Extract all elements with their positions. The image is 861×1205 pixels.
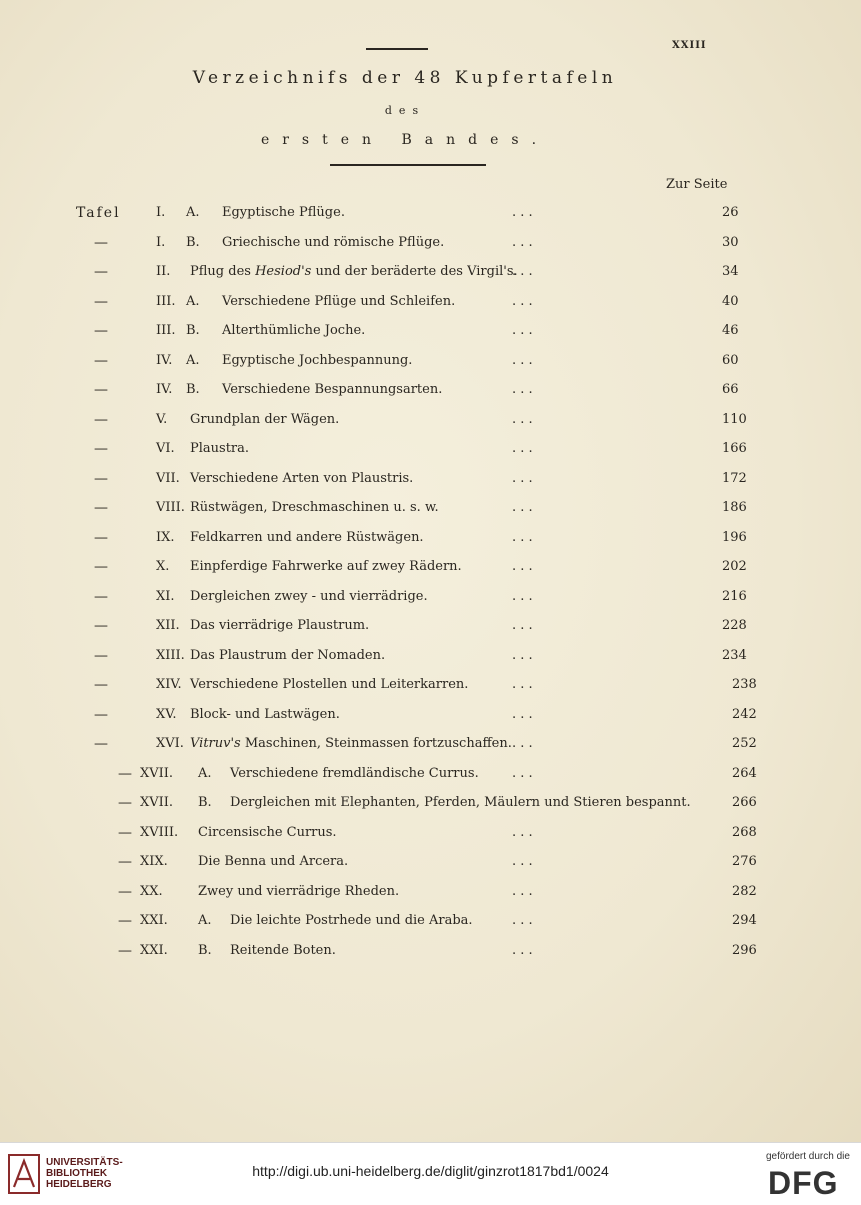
plate-number: XXI. [140, 942, 168, 958]
plate-number: IV. [156, 382, 173, 397]
dfg-logo: DFG [768, 1165, 839, 1201]
plate-entry [0, 884, 861, 904]
plate-entry [0, 205, 861, 225]
plate-entry [0, 471, 861, 491]
ditto-dash: — [94, 382, 108, 398]
leader-dots: . . . [512, 736, 533, 751]
plate-number: VIII. [156, 500, 185, 515]
leader-dots: . . . [512, 647, 533, 663]
plate-entry [0, 825, 861, 845]
page-reference: 30 [722, 234, 739, 250]
plate-entry [0, 323, 861, 343]
plate-number: XVII. [140, 765, 174, 781]
plate-description [222, 382, 442, 397]
ditto-dash: — [94, 706, 108, 723]
plate-description [190, 412, 339, 427]
description-text: Das Plaustrum der Nomaden. [190, 647, 386, 663]
plate-number: XIII. [156, 647, 185, 663]
description-text: Die Benna und Arcera. [198, 854, 349, 869]
ditto-dash: — [118, 824, 132, 841]
leader-dots: . . . [512, 824, 533, 840]
plate-description [190, 589, 428, 604]
plate-entry [0, 677, 861, 697]
page-reference: 268 [732, 824, 757, 840]
description-italic: Hesiod's [255, 264, 312, 279]
page-number: XXIII [672, 40, 707, 51]
description-text: Rüstwägen, Dreschmaschinen u. s. w. [190, 500, 439, 515]
description-italic: Vitruv's [190, 736, 241, 751]
plate-number: XXI. [140, 913, 168, 928]
plate-entry [0, 500, 861, 520]
description-text: Verschiedene Bespannungsarten. [222, 382, 443, 397]
page-reference: 110 [722, 411, 747, 427]
plate-description [190, 648, 385, 663]
top-rule [366, 48, 428, 50]
ditto-dash: — [118, 765, 132, 782]
page-reference: 264 [732, 765, 757, 781]
plate-entry [0, 235, 861, 255]
leader-dots: . . . [512, 352, 533, 368]
leader-dots: . . . [512, 411, 533, 427]
ditto-dash: — [118, 942, 132, 959]
plate-entry [0, 913, 861, 933]
page-reference: 282 [732, 883, 757, 899]
plate-number: III. [156, 323, 176, 338]
page-reference: 60 [722, 352, 739, 368]
ditto-dash: — [94, 470, 108, 487]
plate-description [190, 677, 468, 692]
plate-subletter: A. [186, 352, 200, 368]
leader-dots: . . . [512, 205, 533, 220]
description-text: Verschiedene Arten von Plaustris. [190, 470, 414, 486]
plate-entry [0, 648, 861, 668]
description-text-after: und der beräderte des Virgil's. [311, 264, 518, 279]
description-text: Verschiedene fremdländische Currus. [230, 765, 479, 781]
page-reference: 252 [732, 736, 757, 751]
description-text: Grundplan der Wägen. [190, 411, 340, 427]
ditto-dash: — [94, 234, 108, 251]
page-reference: 276 [732, 854, 757, 869]
plate-description [190, 559, 462, 574]
description-text: Circensische Currus. [198, 824, 337, 840]
plate-description [190, 530, 424, 545]
plate-description [198, 854, 348, 869]
plate-subletter: B. [186, 234, 200, 250]
institution-line: UNIVERSITÄTS- [46, 1157, 123, 1168]
ditto-dash: — [94, 264, 108, 280]
plate-description [190, 471, 413, 486]
title-rule [330, 164, 486, 166]
plate-description [190, 500, 439, 515]
ditto-dash: — [118, 913, 132, 929]
page-reference: 46 [722, 323, 739, 338]
plate-entry [0, 264, 861, 284]
page-title-band: ersten Bandes. [260, 132, 550, 148]
description-text: Plaustra. [190, 441, 250, 456]
plate-entry [0, 707, 861, 727]
institution-line: BIBLIOTHEK [46, 1168, 108, 1179]
ditto-dash: — [94, 323, 108, 339]
leader-dots: . . . [512, 441, 533, 456]
leader-dots: . . . [512, 706, 533, 722]
page-reference: 216 [722, 588, 747, 604]
description-text: Pflug des [190, 264, 256, 279]
plate-entry [0, 530, 861, 550]
plate-number: I. [156, 234, 166, 250]
page-reference: 294 [732, 913, 757, 928]
description-text: Feldkarren und andere Rüstwägen. [190, 529, 424, 545]
leader-dots: . . . [512, 470, 533, 486]
description-text: Egyptische Pflüge. [222, 205, 345, 220]
ditto-dash: — [94, 500, 108, 516]
plate-entry [0, 795, 861, 815]
description-text: Das vierrädrige Plaustrum. [190, 618, 370, 633]
description-text: Zwey und vierrädrige Rheden. [198, 883, 400, 899]
ditto-dash: — [94, 647, 108, 664]
page-title: Verzeichnifs der 48 Kupfertafeln [192, 68, 618, 88]
plate-entry [0, 412, 861, 432]
plate-entry [0, 618, 861, 638]
page-reference: 196 [722, 529, 747, 545]
plate-number: XX. [140, 883, 163, 899]
plate-entry [0, 736, 861, 756]
plate-entry [0, 559, 861, 579]
column-header-page: Zur Seite [666, 177, 728, 192]
institution-line: HEIDELBERG [46, 1179, 112, 1190]
page-reference: 66 [722, 382, 739, 397]
plate-description [190, 707, 340, 722]
plate-description [230, 943, 336, 958]
description-text: Verschiedene Pflüge und Schleifen. [222, 293, 456, 309]
page-reference: 34 [722, 264, 739, 279]
description-text: Die leichte Postrhede und die Araba. [230, 913, 473, 928]
plate-subletter: A. [198, 765, 212, 781]
plate-entry [0, 382, 861, 402]
leader-dots: . . . [512, 942, 533, 958]
page-reference: 166 [722, 441, 747, 456]
ditto-dash: — [94, 411, 108, 428]
plate-entry [0, 943, 861, 963]
page-reference: 266 [732, 795, 757, 810]
page-reference: 296 [732, 942, 757, 958]
ditto-dash: — [94, 588, 108, 605]
page-reference: 26 [722, 205, 739, 220]
plate-number: VI. [156, 441, 175, 456]
plate-description [198, 825, 337, 840]
plate-number: XII. [156, 618, 180, 633]
plate-subletter: A. [186, 205, 200, 220]
plate-description [190, 441, 249, 456]
leader-dots: . . . [512, 264, 533, 279]
plate-number: XIV. [156, 677, 182, 692]
plate-entry [0, 589, 861, 609]
description-text: Griechische und römische Pflüge. [222, 234, 445, 250]
description-text: Dergleichen mit Elephanten, Pferden, Mäulern und Stieren bespannt. [230, 795, 691, 810]
plate-description [222, 323, 365, 338]
plate-subletter: A. [198, 913, 212, 928]
plate-number: II. [156, 264, 171, 279]
ditto-dash: — [118, 883, 132, 900]
leader-dots: . . . [512, 293, 533, 309]
plate-entry [0, 294, 861, 314]
plate-description [230, 913, 473, 928]
ditto-dash: — [94, 441, 108, 457]
description-text-after: Maschinen, Steinmassen fortzuschaffen. [240, 736, 512, 751]
plate-description [190, 618, 369, 633]
description-text: Dergleichen zwey - und vierrädrige. [190, 588, 428, 604]
plate-description [222, 353, 412, 368]
page-reference: 238 [732, 677, 757, 692]
leader-dots: . . . [512, 765, 533, 781]
ditto-dash: — [94, 352, 108, 369]
plate-description [222, 205, 345, 220]
plate-description [222, 294, 455, 309]
footer-bar [0, 1142, 861, 1205]
page-reference: 242 [732, 706, 757, 722]
plate-entry [0, 854, 861, 874]
plate-number: V. [156, 411, 168, 427]
plate-number: XVIII. [140, 824, 179, 840]
leader-dots: . . . [512, 913, 533, 928]
plate-subletter: B. [186, 382, 200, 397]
leader-dots: . . . [512, 323, 533, 338]
leader-dots: . . . [512, 883, 533, 899]
leader-dots: . . . [512, 618, 533, 633]
source-url-link[interactable]: http://digi.ub.uni-heidelberg.de/diglit/ginzrot1817bd1/0024 [252, 1163, 609, 1179]
description-text: Einpferdige Fahrwerke auf zwey Rädern. [190, 559, 462, 574]
plate-number: I. [156, 205, 166, 220]
plate-subletter: B. [198, 795, 212, 810]
funder-note: gefördert durch die [766, 1151, 850, 1162]
ditto-dash: — [94, 677, 108, 693]
page-reference: 228 [722, 618, 747, 633]
ditto-dash: — [94, 293, 108, 310]
page-reference: 202 [722, 559, 747, 574]
description-text: Alterthümliche Joche. [222, 323, 366, 338]
page-reference: 234 [722, 647, 747, 663]
plate-description [190, 264, 518, 279]
plate-number: III. [156, 293, 176, 309]
plate-subletter: B. [198, 942, 212, 958]
plate-number: IX. [156, 529, 175, 545]
ditto-dash: — [118, 854, 132, 870]
description-text: Reitende Boten. [230, 942, 336, 958]
plate-number: VII. [156, 470, 180, 486]
plate-subletter: B. [186, 323, 200, 338]
plate-number: IV. [156, 352, 173, 368]
plate-entry [0, 766, 861, 786]
description-text: Egyptische Jochbespannung. [222, 352, 413, 368]
plate-number: XIX. [140, 854, 168, 869]
ditto-dash: — [94, 736, 108, 752]
plate-description [198, 884, 399, 899]
plate-description [222, 235, 444, 250]
plate-number: XV. [156, 706, 177, 722]
leader-dots: . . . [512, 559, 533, 574]
leader-dots: . . . [512, 588, 533, 604]
plate-number: XVII. [140, 795, 174, 810]
plate-number: XVI. [156, 736, 184, 751]
leader-dots: . . . [512, 382, 533, 397]
page-reference: 186 [722, 500, 747, 515]
plate-description [230, 795, 691, 810]
leader-dots: . . . [512, 677, 533, 692]
plate-entry [0, 441, 861, 461]
leader-dots: . . . [512, 529, 533, 545]
plate-number: XI. [156, 588, 175, 604]
plate-description [230, 766, 479, 781]
plate-description [190, 736, 512, 751]
ditto-dash: — [94, 529, 108, 546]
plate-number: X. [156, 559, 170, 574]
ditto-dash: — [94, 559, 108, 575]
leader-dots: . . . [512, 234, 533, 250]
description-text: Block- und Lastwägen. [190, 706, 340, 722]
page-reference: 172 [722, 470, 747, 486]
tafel-label: Tafel [76, 205, 121, 221]
plate-subletter: A. [186, 293, 200, 309]
ditto-dash: — [118, 795, 132, 811]
leader-dots: . . . [512, 854, 533, 869]
ditto-dash: — [94, 618, 108, 634]
page-title-des: des [384, 104, 426, 117]
description-text: Verschiedene Plostellen und Leiterkarren. [190, 677, 469, 692]
leader-dots: . . . [512, 500, 533, 515]
page-reference: 40 [722, 293, 739, 309]
plate-entry [0, 353, 861, 373]
